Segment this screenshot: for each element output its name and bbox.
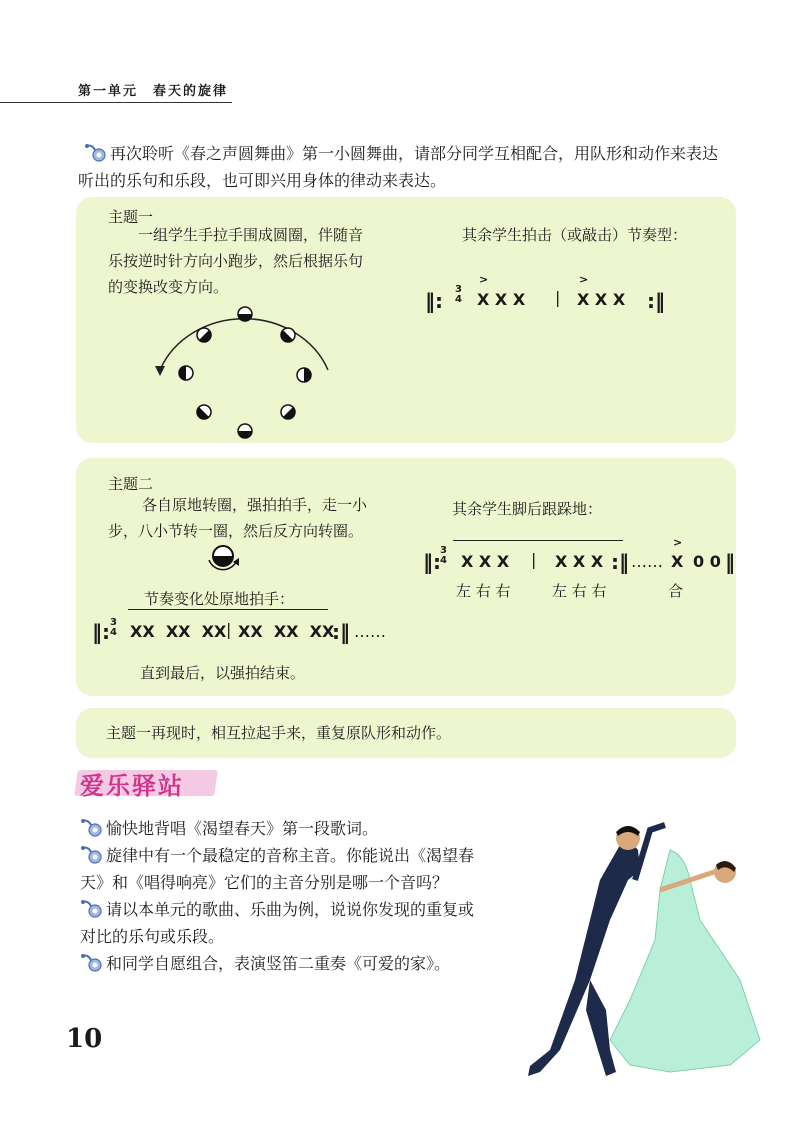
page-number: 10 [66,1024,103,1054]
theme1-desc-line-2: 乐按逆时针方向小跑步，然后根据乐句 [108,252,364,270]
beam-line [453,540,623,541]
repeat-end-sign: :‖ [611,550,629,574]
intro-line-2: 听出的乐句和乐段，也可即兴用身体的律动来表达。 [78,171,447,190]
time-signature [110,618,117,638]
theme1-title: 主题一 [108,208,154,226]
beam-line [128,609,328,610]
rhythm-bar-1: X X X [461,552,510,571]
time-signature [455,285,462,305]
spin-in-place-icon [203,538,243,580]
rhythm-bar-2: X X X [555,552,604,571]
dancer-markers [179,307,311,438]
barline: | [226,620,232,639]
horn-icon [84,142,106,162]
final-barline: ‖ [725,550,735,574]
theme1-rhythm [425,273,675,315]
horn-icon [80,844,102,864]
continuation-dots: …… [354,622,386,641]
accent-mark: > [579,273,589,286]
section-title: 爱乐驿站 [80,772,184,800]
ballroom-dancers-photo [520,810,780,1090]
task-2-line-1: 旋律中有一个最稳定的音称主音。你能说出《渴望春 [106,846,475,865]
task-1-text: 愉快地背唱《渴望春天》第一段歌词。 [106,819,379,838]
theme2-title: 主题二 [108,475,154,493]
dancer-male-leg [586,980,616,1076]
counterclockwise-arrow [160,319,328,370]
repeat-start-sign: ‖: [423,550,441,574]
horn-icon [80,898,102,918]
theme2-desc-line-2: 步，八小节转一圈，然后反方向转圈。 [108,522,364,540]
accent-mark: > [479,273,489,286]
step-left-right-1: 左 右 右 [456,582,511,600]
rhythm-bar-2: X X X [577,290,626,309]
time-sig-bottom: 4 [455,294,462,305]
reprise-text: 主题一再现时，相互拉起手来，重复原队形和动作。 [106,724,452,742]
step-together: 合 [668,582,684,600]
horn-icon [80,817,102,837]
theme1-desc-line-3: 的变换改变方向。 [108,278,229,296]
barline: | [555,288,561,307]
task-item-4 [80,950,520,977]
clap-rhythm [92,617,392,646]
horn-icon [80,952,102,972]
time-sig-top: 3 [110,617,117,628]
theme2-end-text: 直到最后，以强拍结束。 [140,664,306,682]
task-item-3 [80,896,520,923]
repeat-start-sign: ‖: [425,289,443,313]
rhythm-bar-1: X X X [477,290,526,309]
clap-label: 节奏变化处原地拍手： [144,590,295,608]
repeat-end-sign: :‖ [332,620,350,644]
intro-line-1: 再次聆听《春之声圆舞曲》第一小圆舞曲，请部分同学互相配合，用队形和动作来表达 [110,144,719,163]
time-signature [440,546,447,566]
arrow-head-icon [155,366,165,376]
circle-formation-diagram [150,298,340,448]
theme2-description [108,492,408,544]
task-item-2 [80,842,520,869]
time-sig-top: 3 [440,545,447,556]
theme2-right-label: 其余学生脚后跟跺地： [452,500,603,518]
clap-bar-1: XX XX XX [130,622,227,641]
theme2-desc-line-1: 各自原地转圈，强拍拍手，走一小 [142,496,368,514]
step-left-right-2: 左 右 右 [552,582,607,600]
clap-bar-2: XX XX XX [238,622,335,641]
rest-notes: 0 0 [693,552,721,571]
time-sig-bottom: 4 [440,555,447,566]
intro-paragraph [78,140,764,194]
task-2-line-2: 天》和《唱得响亮》它们的主音分别是哪一个音吗？ [80,873,449,892]
repeat-end-sign: :‖ [647,289,665,313]
theme1-desc-line-1: 一组学生手拉手围成圆圈，伴随音 [138,226,364,244]
continuation-dots: …… [631,552,663,571]
unit-title: 第一单元 春天的旋律 [78,84,229,99]
barline: | [531,550,537,569]
task-list [80,815,520,977]
header-rule [0,102,232,103]
task-4-text: 和同学自愿组合，表演竖笛二重奏《可爱的家》。 [106,954,451,973]
task-3-line-1: 请以本单元的歌曲、乐曲为例，说说你发现的重复或 [106,900,475,919]
task-item-1 [80,815,520,842]
accent-mark: > [673,536,683,549]
theme1-right-label: 其余学生拍击（或敲击）节奏型： [462,226,688,244]
task-3-line-2: 对比的乐句或乐段。 [80,927,225,946]
theme1-description [108,222,418,300]
time-sig-top: 3 [455,284,462,295]
final-note: X [671,552,684,571]
repeat-start-sign: ‖: [92,620,110,644]
arm-icon [635,825,665,880]
time-sig-bottom: 4 [110,627,117,638]
